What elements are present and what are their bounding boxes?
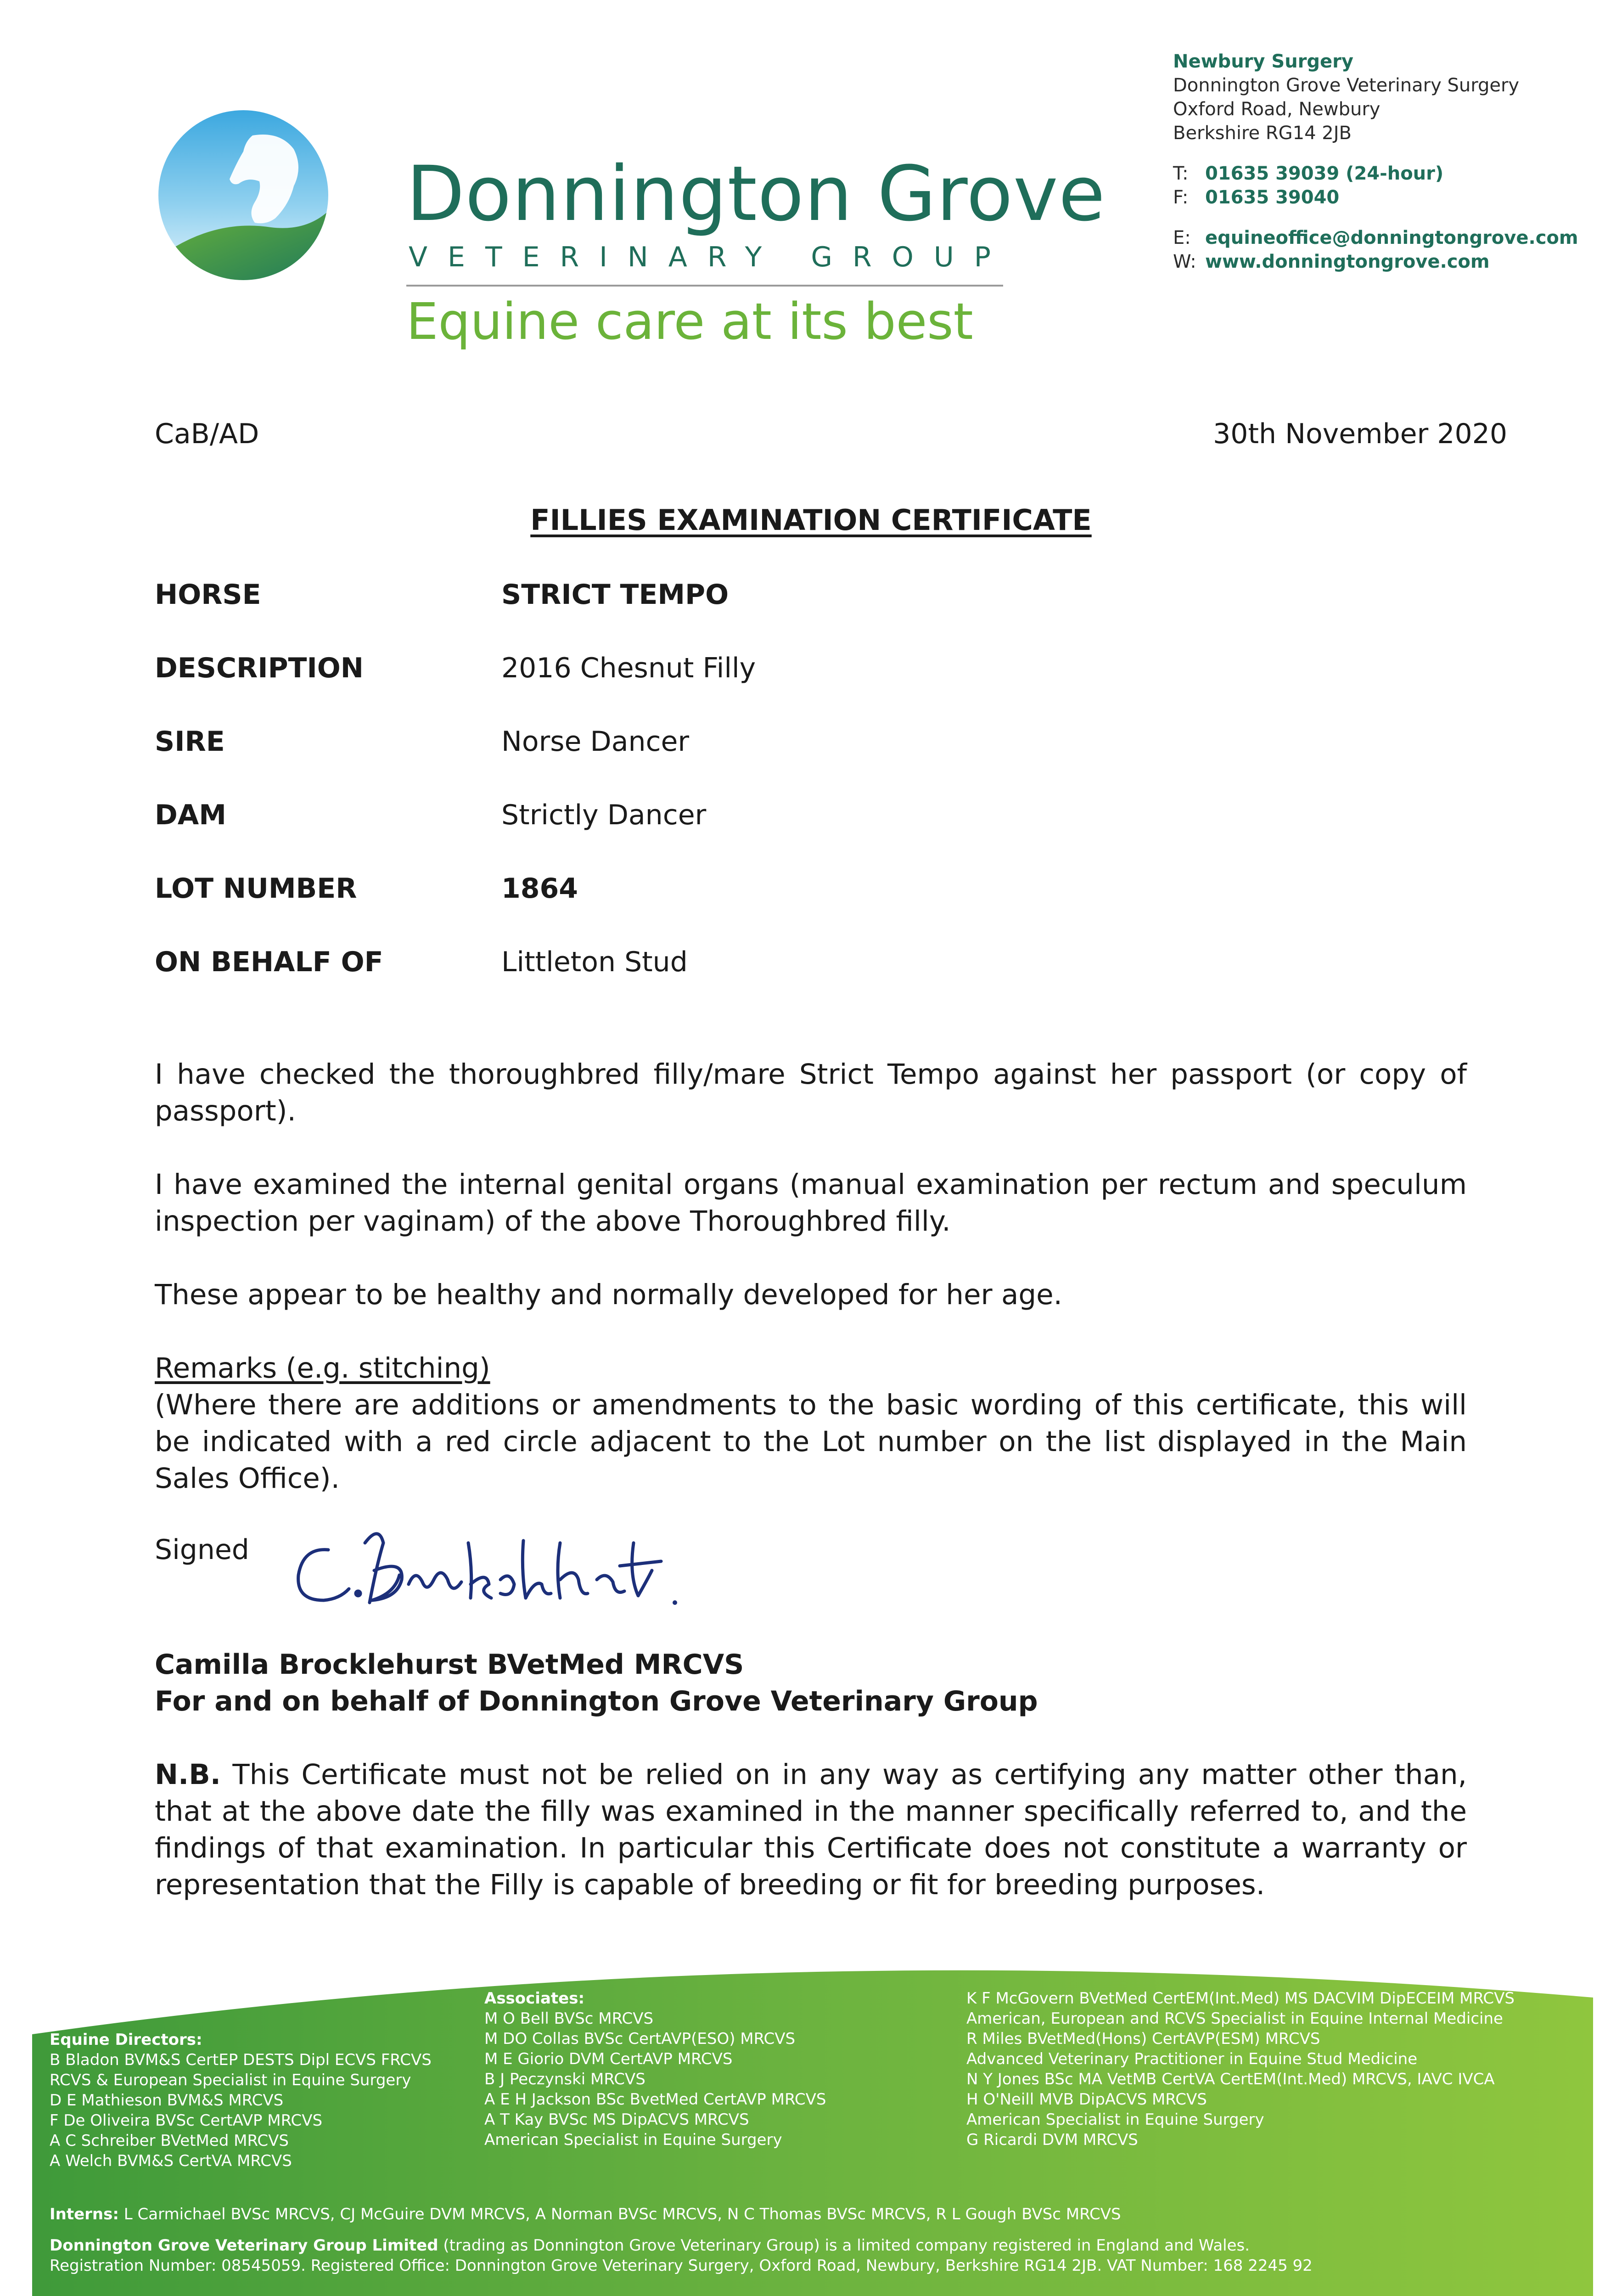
associate-entry: A E H Jackson BSc BvetMed CertAVP MRCVS bbox=[484, 2090, 826, 2109]
web-label: W: bbox=[1173, 251, 1196, 272]
company-name: Donnington Grove Veterinary Group Limited bbox=[50, 2236, 438, 2255]
signer-organisation: For and on behalf of Donnington Grove Veterinary Group bbox=[155, 1685, 1038, 1717]
telephone-number[interactable]: 01635 39039 (24-hour) bbox=[1205, 163, 1444, 184]
director-entry: A Welch BVM&S CertVA MRCVS bbox=[50, 2152, 292, 2170]
nb-paragraph bbox=[155, 1756, 1467, 1903]
director-entry: B Bladon BVM&S CertEP DESTS Dipl ECVS FRCVS bbox=[50, 2051, 432, 2069]
footer-company bbox=[50, 2235, 1250, 2256]
vet-entry: American, European and RCVS Specialist in Equine Internal Medicine bbox=[966, 2009, 1503, 2028]
nb-text: This Certificate must not be relied on in any way as certifying any matter other than, that at the above date the filly was examined in the manner specifically referred to, and the findings of that examination. In particular this Certificate does not constitute a warranty or representation that the Filly is capable of breeding or fit for breeding purposes. bbox=[155, 1758, 1467, 1901]
vet-entry: G Ricardi DVM MRCVS bbox=[966, 2131, 1138, 2149]
detail-value-lot-number: 1864 bbox=[501, 872, 578, 905]
address-line: Oxford Road, Newbury bbox=[1173, 99, 1381, 120]
brand-divider bbox=[406, 285, 1003, 287]
director-entry: F De Oliveira BVSc CertAVP MRCVS bbox=[50, 2111, 323, 2130]
footer-registration: Registration Number: 08545059. Registered Office: Donnington Grove Veterinary Surgery, Oxford Road, Newbury, Berkshire RG14 2JB. VAT Number: 168 2245 92 bbox=[50, 2257, 1313, 2275]
address-line: Donnington Grove Veterinary Surgery bbox=[1173, 75, 1520, 96]
detail-value-dam: Strictly Dancer bbox=[501, 799, 707, 831]
signer-name: Camilla Brocklehurst BVetMed MRCVS bbox=[155, 1649, 744, 1681]
vet-entry: Advanced Veterinary Practitioner in Equine Stud Medicine bbox=[966, 2050, 1418, 2068]
contact-block bbox=[1173, 50, 1578, 274]
reference: CaB/AD bbox=[155, 418, 259, 450]
footer-interns bbox=[50, 2204, 1121, 2224]
remarks-section bbox=[155, 1350, 1467, 1497]
footer-other-vets bbox=[966, 1988, 1515, 2150]
nb-label: N.B. bbox=[155, 1758, 221, 1791]
vet-entry: R Miles BVetMed(Hons) CertAVP(ESM) MRCVS bbox=[966, 2030, 1320, 2048]
vet-entry: H O'Neill MVB DipACVS MRCVS bbox=[966, 2090, 1207, 2109]
footer-directors bbox=[50, 2030, 432, 2171]
vet-entry: K F McGovern BVetMed CertEM(Int.Med) MS DACVIM DipECEIM MRCVS bbox=[966, 1989, 1515, 2008]
detail-label-dam: DAM bbox=[155, 799, 226, 831]
interns-list: L Carmichael BVSc MRCVS, CJ McGuire DVM MRCVS, A Norman BVSc MRCVS, N C Thomas BVSc MRCVS, R L Gough BVSc MRCVS bbox=[123, 2205, 1121, 2223]
associate-entry: M E Giorio DVM CertAVP MRCVS bbox=[484, 2050, 733, 2068]
surgery-name: Newbury Surgery bbox=[1173, 51, 1353, 72]
website-link[interactable]: www.donningtongrove.com bbox=[1205, 251, 1490, 272]
vet-entry: American Specialist in Equine Surgery bbox=[966, 2110, 1264, 2129]
detail-value-description: 2016 Chesnut Filly bbox=[501, 652, 756, 684]
director-entry: RCVS & European Specialist in Equine Surgery bbox=[50, 2071, 411, 2089]
detail-label-on-behalf-of: ON BEHALF OF bbox=[155, 946, 383, 978]
telephone-label: T: bbox=[1173, 163, 1189, 184]
vet-entry: N Y Jones BSc MA VetMB CertVA CertEM(Int.Med) MRCVS, IAVC IVCA bbox=[966, 2070, 1495, 2088]
associate-entry: M DO Collas BVSc CertAVP(ESO) MRCVS bbox=[484, 2030, 796, 2048]
signature bbox=[285, 1515, 698, 1621]
signed-label: Signed bbox=[155, 1534, 249, 1566]
fax-row bbox=[1173, 186, 1578, 209]
associate-entry: A T Kay BVSc MS DipACVS MRCVS bbox=[484, 2110, 749, 2129]
associates-heading: Associates: bbox=[484, 1989, 585, 2008]
fax-label: F: bbox=[1173, 187, 1189, 208]
director-entry: D E Mathieson BVM&S MRCVS bbox=[50, 2091, 284, 2110]
detail-label-lot-number: LOT NUMBER bbox=[155, 872, 357, 905]
email-label: E: bbox=[1173, 227, 1191, 248]
brand-name: Donnington Grove bbox=[406, 150, 1106, 238]
detail-value-on-behalf-of: Littleton Stud bbox=[501, 946, 688, 978]
remarks-heading: Remarks (e.g. stitching) bbox=[155, 1352, 490, 1384]
signer-block bbox=[155, 1646, 1038, 1720]
remarks-text: (Where there are additions or amendments to the basic wording of this certificate, this will be indicated with a red circle adjacent to the Lot number on the list displayed in the Main Sales Office). bbox=[155, 1389, 1467, 1495]
address-line: Berkshire RG14 2JB bbox=[1173, 123, 1352, 144]
certificate-title bbox=[0, 503, 1622, 537]
fax-number: 01635 39040 bbox=[1205, 187, 1340, 208]
detail-label-sire: SIRE bbox=[155, 726, 225, 758]
detail-label-horse: HORSE bbox=[155, 579, 261, 611]
associate-entry: M O Bell BVSc MRCVS bbox=[484, 2009, 654, 2028]
web-row bbox=[1173, 250, 1578, 274]
certificate-title-text: FILLIES EXAMINATION CERTIFICATE bbox=[530, 503, 1092, 537]
logo bbox=[156, 108, 331, 282]
director-entry: A C Schreiber BVetMed MRCVS bbox=[50, 2132, 289, 2150]
interns-label: Interns: bbox=[50, 2205, 119, 2223]
telephone-row bbox=[1173, 162, 1578, 186]
email-row bbox=[1173, 226, 1578, 250]
email-link[interactable]: equineoffice@donningtongrove.com bbox=[1205, 227, 1578, 248]
associate-entry: B J Peczynski MRCVS bbox=[484, 2070, 645, 2088]
body-paragraph: I have checked the thoroughbred filly/mare Strict Tempo against her passport (or copy of passport). bbox=[155, 1058, 1467, 1127]
brand-subtitle: VETERINARY GROUP bbox=[409, 241, 1011, 273]
brand-tagline: Equine care at its best bbox=[406, 292, 973, 351]
detail-value-sire: Norse Dancer bbox=[501, 726, 690, 758]
associate-entry: American Specialist in Equine Surgery bbox=[484, 2131, 782, 2149]
detail-value-horse: STRICT TEMPO bbox=[501, 579, 729, 611]
letter-date: 30th November 2020 bbox=[1213, 418, 1507, 450]
directors-heading: Equine Directors: bbox=[50, 2031, 202, 2049]
body-paragraph: These appear to be healthy and normally developed for her age. bbox=[155, 1278, 1062, 1311]
detail-label-description: DESCRIPTION bbox=[155, 652, 364, 684]
body-paragraph: I have examined the internal genital organs (manual examination per rectum and speculum inspection per vaginam) of the above Thoroughbred filly. bbox=[155, 1168, 1467, 1238]
company-text: (trading as Donnington Grove Veterinary Group) is a limited company registered in England and Wales. bbox=[443, 2236, 1250, 2255]
footer-associates bbox=[484, 1988, 826, 2150]
